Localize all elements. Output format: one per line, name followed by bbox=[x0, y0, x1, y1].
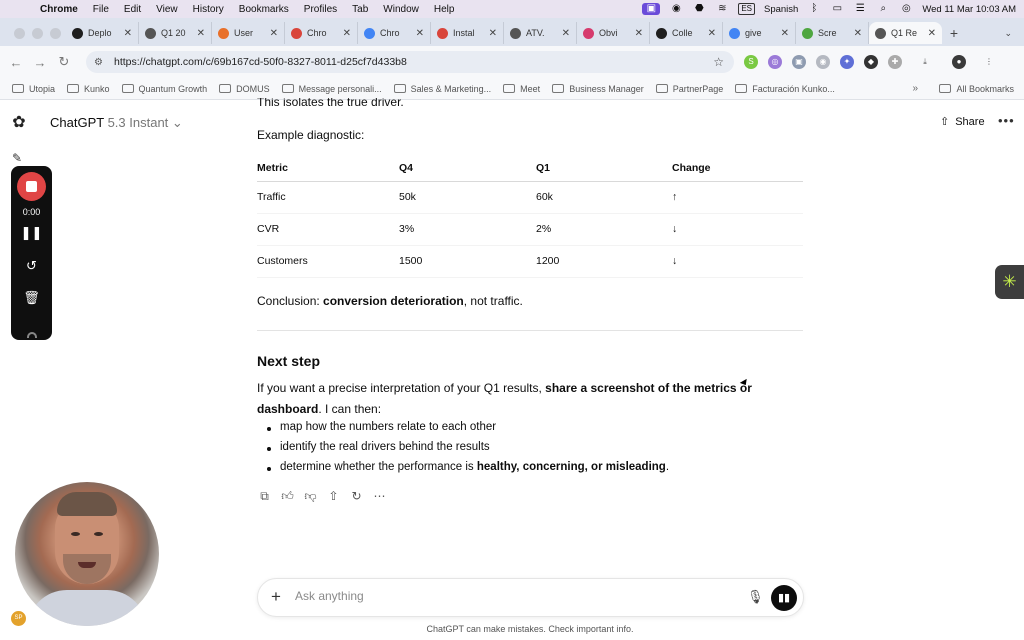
bookmark-item[interactable] bbox=[656, 84, 724, 94]
close-tab-icon[interactable]: ✕ bbox=[634, 27, 643, 39]
more-options-icon[interactable]: ••• bbox=[998, 113, 1015, 128]
screen-record-icon[interactable]: ▣ bbox=[642, 3, 660, 15]
folder-icon bbox=[282, 84, 294, 93]
conclusion-prefix: Conclusion: bbox=[257, 294, 324, 308]
extensions-area bbox=[744, 55, 996, 69]
tab-title: Chro bbox=[307, 28, 327, 38]
tab-favicon-icon bbox=[875, 28, 886, 39]
close-tab-icon[interactable]: ✕ bbox=[342, 27, 351, 39]
tab-favicon-icon bbox=[729, 28, 740, 39]
recording-time: 0:00 bbox=[22, 207, 41, 217]
truncated-line: This isolates the true driver. bbox=[257, 98, 404, 109]
table-cell: 1200 bbox=[536, 245, 672, 277]
bookmark-item[interactable] bbox=[552, 84, 644, 94]
table-cell: ↑ bbox=[672, 181, 803, 213]
tab-title: Q1 Re bbox=[891, 28, 918, 38]
disclaimer: ChatGPT can make mistakes. Check important info. bbox=[426, 624, 634, 634]
address-bar[interactable] bbox=[86, 51, 734, 73]
toolbar bbox=[0, 46, 1024, 78]
reload-button[interactable]: ↻ bbox=[58, 54, 70, 69]
trash-icon[interactable]: 🗑︎ bbox=[23, 290, 40, 305]
minimize-window-button[interactable] bbox=[32, 28, 43, 39]
thumbs-down-icon[interactable]: 👎︎ bbox=[304, 489, 317, 503]
table-header-cell: Q4 bbox=[399, 155, 536, 181]
spotlight-search-icon[interactable]: ⌕ bbox=[880, 3, 887, 14]
close-tab-icon[interactable]: ✕ bbox=[488, 27, 497, 39]
next-step-paragraph bbox=[257, 378, 805, 420]
table-cell: CVR bbox=[257, 213, 399, 245]
drag-handle-icon[interactable] bbox=[27, 332, 37, 338]
folder-icon bbox=[552, 84, 564, 93]
voice-mode-button[interactable]: ▮▮ bbox=[771, 585, 797, 611]
browser-tab[interactable] bbox=[431, 22, 504, 44]
menu-app-name[interactable]: Chrome bbox=[40, 3, 78, 15]
browser-tab[interactable] bbox=[358, 22, 431, 44]
table-cell: 50k bbox=[399, 181, 536, 213]
back-button[interactable]: ← bbox=[9, 54, 23, 70]
extensions-puzzle-icon[interactable]: ✚ bbox=[888, 55, 902, 69]
close-tab-icon[interactable]: ✕ bbox=[269, 27, 278, 39]
folder-icon bbox=[503, 84, 515, 93]
table-header-cell: Q1 bbox=[536, 155, 672, 181]
folder-icon bbox=[939, 84, 951, 93]
next-step-heading: Next step bbox=[257, 353, 321, 369]
browser-tab[interactable] bbox=[504, 22, 577, 44]
tab-list bbox=[66, 22, 966, 46]
extension-purple-icon[interactable]: ◎ bbox=[768, 55, 782, 69]
bookmark-label: Sales & Marketing... bbox=[410, 83, 492, 94]
tab-title: ATV. bbox=[526, 28, 545, 38]
folder-icon bbox=[394, 84, 406, 93]
list-item-text: determine whether the performance is bbox=[280, 461, 477, 473]
browser-tab[interactable] bbox=[650, 22, 723, 44]
bookmark-label: Utopia bbox=[29, 83, 56, 94]
table-cell: 1500 bbox=[399, 245, 536, 277]
table-header-row bbox=[257, 155, 803, 181]
regenerate-icon[interactable]: ↻ bbox=[351, 489, 362, 503]
table-cell: ↓ bbox=[672, 213, 803, 245]
chrome-menu-icon[interactable]: ⋮ bbox=[985, 57, 993, 66]
bookmarks-overflow-icon[interactable]: » bbox=[912, 83, 918, 94]
table-row bbox=[257, 213, 803, 245]
menu-profiles[interactable]: Profiles bbox=[303, 3, 338, 15]
bookmark-label: Kunko bbox=[84, 83, 110, 94]
message-actions bbox=[258, 489, 386, 504]
next-text-bold: share a screenshot of the metrics or dashboard bbox=[257, 381, 752, 416]
bookmark-label: PartnerPage bbox=[672, 83, 724, 94]
folder-icon bbox=[12, 84, 24, 93]
browser-tab[interactable] bbox=[66, 22, 139, 44]
browser-tab[interactable] bbox=[139, 22, 212, 44]
model-version: 5.3 Instant bbox=[107, 115, 169, 130]
tab-search-icon[interactable]: ⌄ bbox=[1004, 28, 1012, 38]
menu-bookmarks[interactable]: Bookmarks bbox=[238, 3, 289, 15]
thumbs-up-icon[interactable]: 👍︎ bbox=[281, 489, 294, 503]
close-tab-icon[interactable]: ✕ bbox=[561, 27, 570, 39]
battery-icon[interactable]: ▭ bbox=[832, 3, 843, 14]
bookmark-label: Quantum Growth bbox=[138, 83, 208, 94]
conclusion-suffix: , not traffic. bbox=[463, 294, 523, 308]
table-cell: Customers bbox=[257, 245, 399, 277]
status-app-icon[interactable]: ◉ bbox=[671, 3, 681, 14]
tab-title: Instal bbox=[453, 28, 475, 38]
metrics-table bbox=[257, 155, 803, 278]
control-center-icon[interactable]: ☰ bbox=[855, 3, 865, 14]
menu-edit[interactable]: Edit bbox=[123, 3, 142, 15]
chevron-down-icon: ⌄ bbox=[171, 115, 183, 130]
browser-tab[interactable] bbox=[212, 22, 285, 44]
siri-icon[interactable]: ◎ bbox=[901, 3, 911, 14]
menu-history[interactable]: History bbox=[192, 3, 224, 15]
extension-dark-icon[interactable]: ◆ bbox=[864, 55, 878, 69]
tab-favicon-icon bbox=[656, 28, 667, 39]
tab-favicon-icon bbox=[583, 28, 594, 39]
prompt-input[interactable] bbox=[295, 589, 715, 603]
clock[interactable]: Wed 11 Mar 10:03 AM bbox=[922, 3, 1016, 15]
tab-title: Colle bbox=[672, 28, 693, 38]
list-item bbox=[280, 461, 669, 481]
browser-tab[interactable] bbox=[869, 22, 942, 44]
tab-title: Deplo bbox=[88, 28, 112, 38]
microphone-icon[interactable]: 🎙︎ bbox=[747, 589, 764, 604]
folder-icon bbox=[219, 84, 231, 93]
folder-icon bbox=[735, 84, 747, 93]
table-cell: 2% bbox=[536, 213, 672, 245]
zoom-window-button[interactable] bbox=[50, 28, 61, 39]
more-actions-icon[interactable]: ⋯ bbox=[373, 489, 386, 503]
tab-favicon-icon bbox=[510, 28, 521, 39]
tab-favicon-icon bbox=[145, 28, 156, 39]
list-item bbox=[280, 441, 669, 461]
tab-favicon-icon bbox=[72, 28, 83, 39]
tab-title: Scre bbox=[818, 28, 837, 38]
menu-tab[interactable]: Tab bbox=[352, 3, 369, 15]
tab-favicon-icon bbox=[364, 28, 375, 39]
bookmark-star-icon[interactable]: ☆ bbox=[713, 55, 724, 69]
close-tab-icon[interactable]: ✕ bbox=[927, 27, 936, 39]
bookmark-item[interactable] bbox=[282, 84, 382, 94]
table-cell: 60k bbox=[536, 181, 672, 213]
bookmark-item[interactable] bbox=[219, 84, 270, 94]
diagnostic-label: Example diagnostic: bbox=[257, 128, 365, 142]
restart-icon[interactable]: ↺ bbox=[26, 258, 37, 273]
list-item-after: . bbox=[665, 461, 670, 473]
model-name: ChatGPT bbox=[50, 115, 104, 130]
extension-camera-icon[interactable]: ◉ bbox=[816, 55, 830, 69]
bookmark-label: Facturación Kunko... bbox=[752, 83, 835, 94]
mac-menu-bar bbox=[0, 0, 1024, 18]
next-text-suffix: . I can then: bbox=[318, 402, 382, 416]
share-message-icon[interactable]: ⇧ bbox=[328, 489, 339, 503]
table-cell: Traffic bbox=[257, 181, 399, 213]
tab-title: Chro bbox=[380, 28, 400, 38]
input-language[interactable]: Spanish bbox=[764, 3, 799, 15]
share-button[interactable] bbox=[940, 115, 985, 128]
menu-window[interactable]: Window bbox=[383, 3, 419, 15]
extension-badge-icon[interactable]: ✦ bbox=[840, 55, 854, 69]
share-label: Share bbox=[955, 115, 985, 128]
close-tab-icon[interactable]: ✕ bbox=[707, 27, 716, 39]
tab-strip bbox=[0, 18, 1024, 46]
close-window-button[interactable] bbox=[14, 28, 25, 39]
tab-favicon-icon bbox=[218, 28, 229, 39]
status-area bbox=[642, 0, 1016, 18]
new-chat-icon[interactable]: ✎ bbox=[12, 151, 23, 165]
menu-view[interactable]: View bbox=[156, 3, 178, 15]
downloads-icon[interactable]: ⤓ bbox=[923, 57, 927, 66]
bookmark-label: Meet bbox=[520, 83, 541, 94]
share-icon: ⇧ bbox=[940, 116, 950, 128]
bookmark-label: DOMUS bbox=[236, 83, 270, 94]
extension-s-icon[interactable]: S bbox=[744, 55, 758, 69]
webcam-hair bbox=[57, 492, 117, 516]
next-text-prefix: If you want a precise interpretation of your Q1 results, bbox=[257, 381, 546, 395]
bookmark-label: Message personali... bbox=[298, 83, 382, 94]
extension-grid-icon[interactable]: ▣ bbox=[792, 55, 806, 69]
composer bbox=[257, 578, 804, 617]
next-step-list bbox=[280, 421, 669, 481]
tab-favicon-icon bbox=[291, 28, 302, 39]
webcam-eye bbox=[94, 532, 103, 536]
list-item-text: identify the real drivers behind the results bbox=[280, 441, 490, 453]
bookmark-item[interactable] bbox=[122, 84, 208, 94]
bookmark-item[interactable] bbox=[394, 84, 492, 94]
new-tab-button[interactable]: + bbox=[949, 25, 959, 41]
list-item-bold: healthy, concerning, or misleading bbox=[476, 461, 666, 473]
close-tab-icon[interactable]: ✕ bbox=[415, 27, 424, 39]
close-tab-icon[interactable]: ✕ bbox=[123, 27, 132, 39]
table-header-cell: Metric bbox=[257, 155, 399, 181]
pause-icon[interactable]: ❚❚ bbox=[20, 225, 43, 240]
table-cell: 3% bbox=[399, 213, 536, 245]
close-tab-icon[interactable]: ✕ bbox=[780, 27, 789, 39]
bookmark-item[interactable] bbox=[503, 84, 540, 94]
bookmark-item[interactable] bbox=[12, 84, 55, 94]
webcam-bubble[interactable] bbox=[15, 482, 159, 626]
folder-icon bbox=[656, 84, 668, 93]
table-row bbox=[257, 181, 803, 213]
divider bbox=[257, 330, 803, 331]
all-bookmarks-label: All Bookmarks bbox=[956, 83, 1014, 94]
table-header-cell: Change bbox=[672, 155, 803, 181]
input-source-badge[interactable]: ES bbox=[738, 3, 755, 15]
tab-title: Q1 20 bbox=[161, 28, 186, 38]
close-tab-icon[interactable]: ✕ bbox=[853, 27, 862, 39]
folder-icon bbox=[122, 84, 134, 93]
profile-avatar-icon[interactable]: ● bbox=[952, 55, 966, 69]
site-info-icon[interactable]: ⚙ bbox=[94, 56, 103, 68]
browser-tab[interactable] bbox=[796, 22, 869, 44]
conclusion-text bbox=[257, 294, 523, 308]
table-row bbox=[257, 245, 803, 277]
copy-icon[interactable]: ⧉ bbox=[260, 489, 269, 503]
browser-tab[interactable] bbox=[577, 22, 650, 44]
forward-button[interactable]: → bbox=[33, 54, 47, 70]
list-item-text: map how the numbers relate to each other bbox=[280, 421, 497, 433]
conclusion-bold: conversion deterioration bbox=[323, 294, 464, 308]
tab-title: User bbox=[234, 28, 254, 38]
tab-title: give bbox=[745, 28, 762, 38]
url-text[interactable]: https://chatgpt.com/c/69b167cd-50f0-8327-8011-d25cf7d433b8 bbox=[114, 56, 407, 68]
window-controls bbox=[14, 28, 61, 39]
status-app2-icon[interactable]: ⬣ bbox=[694, 3, 704, 14]
recording-widget bbox=[11, 166, 52, 340]
list-item bbox=[280, 421, 669, 441]
webcam-eye bbox=[71, 532, 80, 536]
menu-file[interactable]: File bbox=[92, 3, 109, 15]
attach-plus-icon[interactable]: + bbox=[271, 587, 281, 606]
table-cell: ↓ bbox=[672, 245, 803, 277]
side-assistant-icon[interactable]: ✳ bbox=[995, 265, 1024, 299]
bluetooth-icon[interactable]: ᛒ bbox=[811, 3, 818, 14]
tab-favicon-icon bbox=[802, 28, 813, 39]
browser-tab[interactable] bbox=[723, 22, 796, 44]
folder-icon bbox=[67, 84, 79, 93]
browser-tab[interactable] bbox=[285, 22, 358, 44]
model-selector[interactable] bbox=[50, 115, 183, 131]
all-bookmarks[interactable] bbox=[939, 84, 1014, 94]
avatar[interactable]: SP bbox=[11, 611, 26, 626]
bookmark-label: Business Manager bbox=[569, 83, 644, 94]
wifi-icon[interactable]: ≋ bbox=[718, 3, 727, 14]
tab-title: Obvi bbox=[599, 28, 618, 38]
bookmark-item[interactable] bbox=[67, 84, 110, 94]
webcam-shirt bbox=[27, 590, 147, 626]
stop-recording-button[interactable] bbox=[17, 172, 46, 201]
close-tab-icon[interactable]: ✕ bbox=[196, 27, 205, 39]
tab-favicon-icon bbox=[437, 28, 448, 39]
bookmarks-bar bbox=[0, 78, 1024, 100]
chatgpt-logo-icon[interactable]: ✿ bbox=[12, 114, 26, 131]
bookmark-item[interactable] bbox=[735, 84, 835, 94]
menu-help[interactable]: Help bbox=[433, 3, 455, 15]
